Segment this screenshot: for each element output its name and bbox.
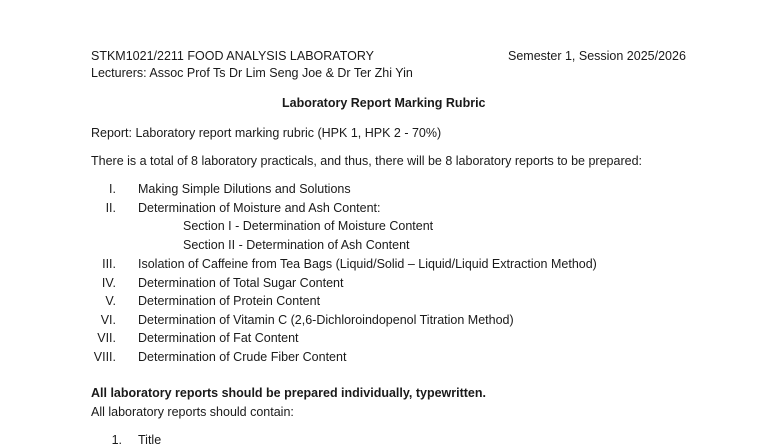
semester-info: Semester 1, Session 2025/2026 — [508, 49, 686, 63]
list-number: V. — [105, 294, 116, 308]
list-number: II. — [105, 201, 116, 215]
list-item: Isolation of Caffeine from Tea Bags (Liquid/Solid – Liquid/Liquid Extraction Method) — [138, 257, 597, 271]
sub-section-item: Section I - Determination of Moisture Content — [183, 219, 434, 233]
list-number: I. — [109, 182, 116, 196]
list-number: IV. — [101, 276, 116, 290]
list-item: Determination of Moisture and Ash Content: — [138, 201, 381, 215]
list-item: Determination of Crude Fiber Content — [138, 350, 347, 364]
list-item: Determination of Vitamin C (2,6-Dichloroindopenol Titration Method) — [138, 313, 514, 327]
list-number: III. — [102, 257, 116, 271]
document-title: Laboratory Report Marking Rubric — [282, 96, 486, 110]
report-line: Report: Laboratory report marking rubric (HPK 1, HPK 2 - 70%) — [91, 126, 442, 140]
list-item: Making Simple Dilutions and Solutions — [138, 182, 351, 196]
sub-section-item: Section II - Determination of Ash Content — [183, 238, 410, 252]
list-number: 1. — [111, 433, 122, 447]
list-item: Determination of Protein Content — [138, 294, 321, 308]
list-number: VII. — [97, 331, 116, 345]
intro-paragraph: There is a total of 8 laboratory practicals, and thus, there will be 8 laboratory reports to be prepared: — [91, 154, 642, 168]
list-number: VI. — [100, 313, 116, 327]
bold-note: All laboratory reports should be prepared individually, typewritten. — [91, 386, 486, 400]
list-number: VIII. — [93, 350, 116, 364]
course-title: STKM1021/2211 FOOD ANALYSIS LABORATORY — [91, 49, 374, 63]
lecturers-line: Lecturers: Assoc Prof Ts Dr Lim Seng Joe & Dr Ter Zhi Yin — [91, 66, 413, 80]
contain-note: All laboratory reports should contain: — [91, 405, 294, 419]
list-item: Title — [138, 433, 162, 447]
list-item: Determination of Fat Content — [138, 331, 299, 345]
list-item: Determination of Total Sugar Content — [138, 276, 344, 290]
